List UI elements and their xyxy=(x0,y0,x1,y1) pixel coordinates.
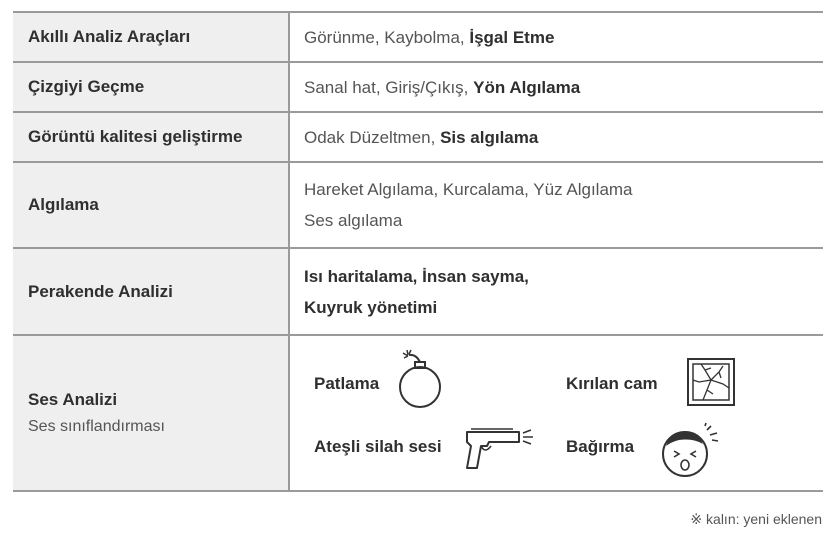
row-label: Çizgiyi Geçme xyxy=(13,63,290,111)
value-plain: Görünme, Kaybolma, xyxy=(304,27,470,47)
value-new: Yön Algılama xyxy=(473,77,581,97)
table-row xyxy=(13,113,823,163)
row-label: Perakende Analizi xyxy=(13,249,290,334)
row-label: Görüntü kalitesi geliştirme xyxy=(13,113,290,161)
row-title: Ses Analizi xyxy=(28,390,118,409)
gun-icon xyxy=(463,426,535,474)
bomb-icon xyxy=(396,349,444,411)
sound-glass-label: Kırılan cam xyxy=(566,374,658,393)
table-row xyxy=(13,249,823,336)
row-value xyxy=(290,13,823,61)
table-row xyxy=(13,63,823,113)
row-value xyxy=(290,113,823,161)
value-line-1: Hareket Algılama, Kurcalama, Yüz Algılama xyxy=(304,180,633,199)
table-row xyxy=(13,163,823,249)
value-new: Sis algılama xyxy=(440,127,539,147)
row-value xyxy=(290,63,823,111)
footnote: ※ kalın: yeni eklenen xyxy=(690,511,822,527)
screaming-face-icon xyxy=(657,422,723,478)
value-line-2: Kuyruk yönetimi xyxy=(304,297,438,317)
row-label: Algılama xyxy=(13,163,290,247)
sound-explosion-label: Patlama xyxy=(314,374,380,393)
table-row xyxy=(13,336,823,492)
row-label: Akıllı Analiz Araçları xyxy=(13,13,290,61)
row-label xyxy=(13,336,290,490)
broken-glass-icon xyxy=(687,358,735,406)
sound-classes xyxy=(290,336,823,490)
value-new: İşgal Etme xyxy=(469,27,555,47)
value-line-1: Isı haritalama, İnsan sayma, xyxy=(304,266,529,286)
sound-gunshot-label: Ateşli silah sesi xyxy=(314,437,442,456)
row-value xyxy=(290,249,823,334)
value-plain: Odak Düzeltmen, xyxy=(304,127,441,147)
row-value xyxy=(290,163,823,247)
value-plain: Sanal hat, Giriş/Çıkış, xyxy=(304,77,474,97)
feature-table xyxy=(13,11,823,492)
row-subtitle: Ses sınıflandırması xyxy=(28,418,165,435)
value-line-2: Ses algılama xyxy=(304,211,403,230)
sound-scream-label: Bağırma xyxy=(566,437,635,456)
table-row xyxy=(13,13,823,63)
